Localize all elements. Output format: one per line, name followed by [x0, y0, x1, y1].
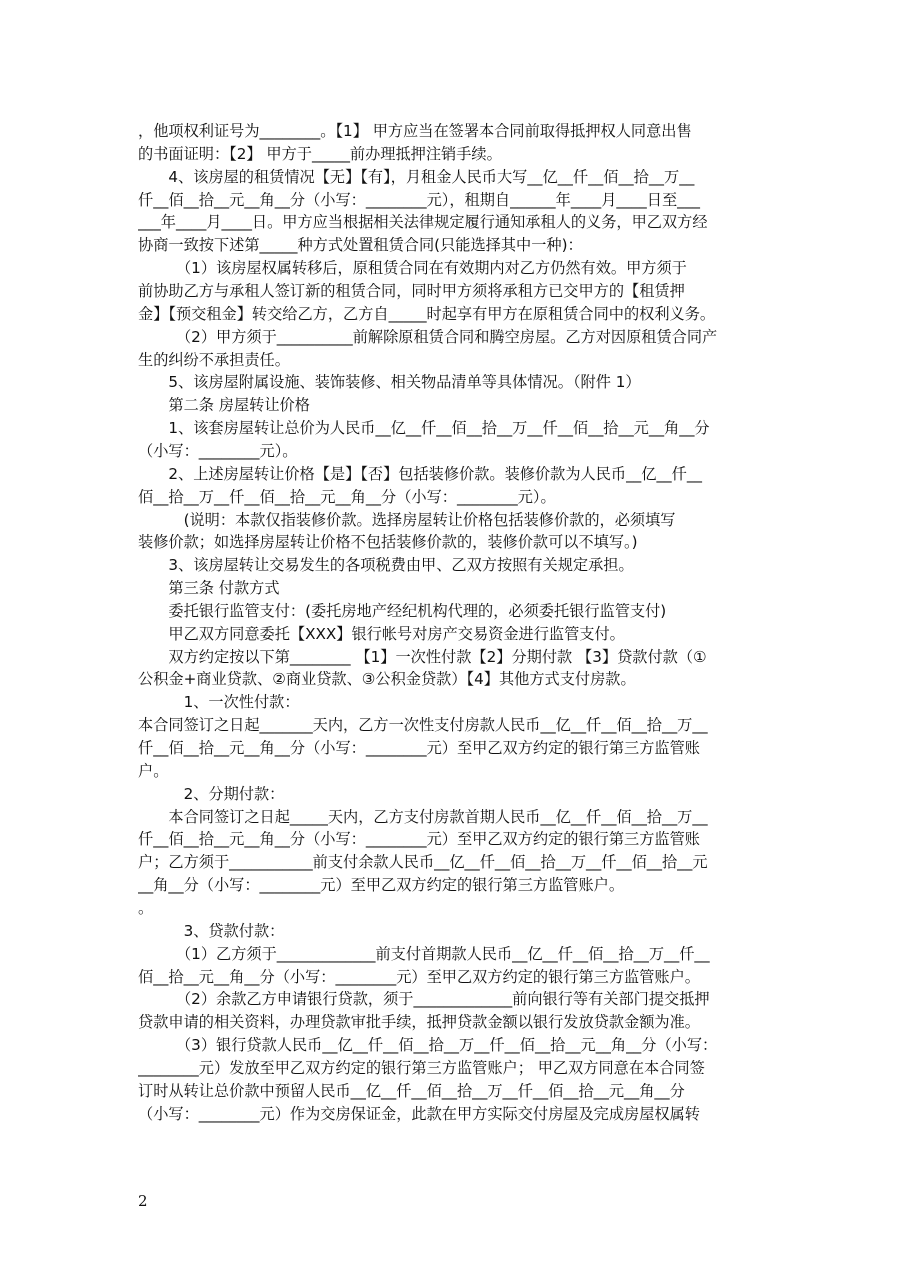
text-line: 双方约定按以下第________ 【1】一次性付款【2】分期付款 【3】贷款付款（①	[138, 647, 707, 666]
text-line: 第三条 付款方式	[138, 579, 280, 597]
text-line: （3）银行贷款人民币__亿__仟__佰__拾__万__仟__佰__拾__元__角__分（小写：	[138, 1036, 718, 1054]
text-line: ___年____月____日。甲方应当根据相关法律规定履行通知承租人的义务，甲乙双方经	[138, 213, 708, 232]
text-line: （1）乙方须于_____________前支付首期款人民币__亿__仟__佰__拾__万__仟__	[138, 944, 710, 963]
text-line: 仟__佰__拾__元__角__分（小写：________元），租期自______年____月____日至___	[138, 190, 700, 209]
text-line: 本合同签订之日起_______天内，乙方一次性支付房款人民币__亿__仟__佰__拾__万__	[138, 716, 708, 735]
text-line: 贷款申请的相关资料，办理贷款审批手续，抵押贷款金额以银行发放贷款金额为准。	[138, 1013, 700, 1032]
page-number: 2	[138, 1192, 148, 1210]
text-line: 4、该房屋的租赁情况【无】【有】，月租金人民币大写__亿__仟__佰__拾__万__	[138, 167, 695, 186]
text-line: （1）该房屋权属转移后，原租赁合同在有效期内对乙方仍然有效。甲方须于	[138, 259, 687, 278]
text-line: 佰__拾__元__角__分（小写：________元）至甲乙双方约定的银行第三方监管账户。	[138, 967, 700, 986]
text-line: 装修价款；如选择房屋转让价格不包括装修价款的，装修价款可以不填写。)	[138, 533, 638, 552]
text-line: 生的纠纷不承担责任。	[138, 350, 290, 369]
text-line: 仟__佰__拾__元__角__分（小写：________元）至甲乙双方约定的银行第三方监管账	[138, 830, 700, 849]
text-line: 本合同签订之日起_____天内，乙方支付房款首期人民币__亿__仟__佰__拾__万__	[138, 807, 708, 826]
text-line: 1、该套房屋转让总价为人民币__亿__仟__佰__拾__万__仟__佰__拾__元__角__分	[138, 419, 710, 438]
text-line: 。	[138, 898, 154, 917]
text-line: 5、该房屋附属设施、装饰装修、相关物品清单等具体情况。（附件 1）	[138, 373, 641, 392]
text-line: 甲乙双方同意委托【XXX】银行帐号对房产交易资金进行监管支付。	[138, 624, 625, 643]
text-line: 3、贷款付款：	[138, 921, 285, 940]
text-line: （小写：________元）。	[138, 441, 298, 460]
text-line: ，他项权利证号为________。【1】 甲方应当在签署本合同前取得抵押权人同意出售	[138, 122, 692, 140]
text-line: 委托银行监管支付：(委托房地产经纪机构代理的，必须委托银行监管支付)	[138, 601, 667, 620]
text-line: （2）余款乙方申请银行贷款，须于_____________前向银行等有关部门提交抵押	[138, 990, 710, 1009]
text-line: 第二条 房屋转让价格	[138, 396, 310, 415]
text-line: 3、该房屋转让交易发生的各项税费由甲、乙双方按照有关规定承担。	[138, 556, 634, 575]
text-line: （2）甲方须于__________前解除原租赁合同和腾空房屋。乙方对因原租赁合同产	[138, 327, 718, 346]
text-line: 公积金+商业贷款、②商业贷款、③公积金贷款）【4】其他方式支付房款。	[138, 670, 636, 689]
text-line: (说明：本款仅指装修价款。选择房屋转让价格包括装修价款的，必须填写	[138, 510, 676, 529]
text-line: 佰__拾__万__仟__佰__拾__元__角__分（小写：________元）。	[138, 487, 556, 506]
text-line: 2、上述房屋转让价格【是】【否】包括装修价款。装修价款为人民币__亿__仟__	[138, 464, 703, 483]
text-line: 的书面证明：【2】 甲方于_____前办理抵押注销手续。	[138, 144, 502, 163]
text-line: 金】【预交租金】转交给乙方，乙方自_____时起享有甲方在原租赁合同中的权利义务。	[138, 304, 716, 323]
text-line: 2、分期付款：	[138, 784, 285, 803]
text-line: 户；乙方须于___________前支付余款人民币__亿__仟__佰__拾__万__仟__佰__拾__元	[138, 853, 708, 872]
text-line: （小写：________元）作为交房保证金，此款在甲方实际交付房屋及完成房屋权属转	[138, 1104, 700, 1123]
text-line: 协商一致按下述第_____种方式处置租赁合同(只能选择其中一种)：	[138, 236, 583, 255]
text-line: 订时从转让总价款中预留人民币__亿__仟__佰__拾__万__仟__佰__拾__元__角__分	[138, 1081, 685, 1100]
text-line: 1、一次性付款：	[138, 693, 300, 712]
text-line: 仟__佰__拾__元__角__分（小写：________元）至甲乙双方约定的银行第三方监管账	[138, 739, 700, 757]
text-line: ________元）发放至甲乙双方约定的银行第三方监管账户； 甲乙双方同意在本合同签	[138, 1058, 705, 1077]
text-line: __角__分（小写：________元）至甲乙双方约定的银行第三方监管账户。	[138, 876, 624, 895]
text-line: 前协助乙方与承租人签订新的租赁合同，同时甲方须将承租方已交甲方的【租赁押	[138, 282, 685, 300]
text-line: 户。	[138, 761, 169, 780]
